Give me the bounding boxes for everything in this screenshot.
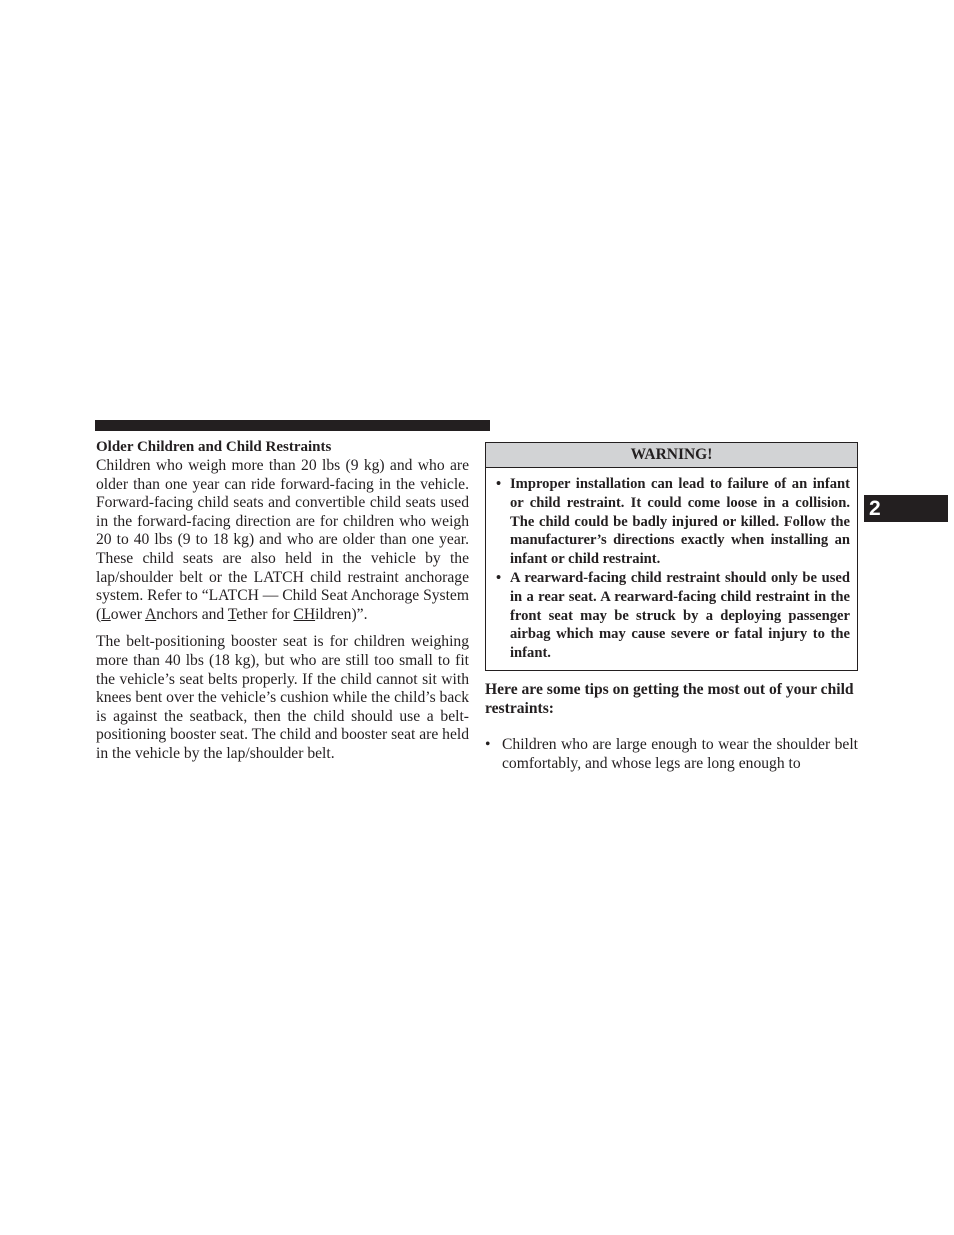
para1-tether: ether for xyxy=(236,605,294,623)
underlined-a: A xyxy=(144,605,157,623)
warning-item-text: A rearward-facing child restraint should only be used in a rear seat. A rearward-facing child restraint in the front seat may be struck by a deploying passenger airbag which may cause severe or fatal injury to the infant. xyxy=(510,569,850,662)
bullet-icon: • xyxy=(485,735,491,753)
chapter-number: 2 xyxy=(869,497,881,520)
para1-lower: ower xyxy=(110,605,145,623)
warning-item xyxy=(493,569,850,663)
chapter-tab xyxy=(864,495,948,522)
para1-end: ildren)”. xyxy=(315,605,368,623)
para1-anchors: nchors and xyxy=(156,605,228,623)
section-rule xyxy=(95,420,490,431)
underlined-l: L xyxy=(101,605,111,623)
section-heading: Older Children and Child Restraints xyxy=(96,439,332,455)
warning-item xyxy=(493,475,850,569)
underlined-ch: CH xyxy=(293,605,316,623)
tips-heading: Here are some tips on getting the most out of your child restraints: xyxy=(485,680,854,717)
warning-title: WARNING! xyxy=(486,443,857,468)
warning-box xyxy=(485,442,858,671)
tips-list xyxy=(485,736,858,773)
warning-item-text: Improper installation can lead to failure of an infant or child restraint. It could come loose in a collision. The child could be badly injured or killed. Follow the manufacturer’s directions exactly when installing an infant or child restraint. xyxy=(510,476,850,568)
bullet-icon: • xyxy=(496,476,502,492)
bullet-icon: • xyxy=(496,569,502,586)
tip-item-text: Children who are large enough to wear the shoulder belt comfortably, and whose legs are long enough to xyxy=(502,735,858,772)
body-paragraph-2: The belt-positioning booster seat is for children weighing more than 40 lbs (18 kg), but who are still too small to fit the vehicle’s seat belts properly. If the child cannot sit with knees bent over the vehicle’s cushion while the child’s back is against the seatback, then the child should use a belt-positioning booster seat. The child and booster seat are held in the vehicle by the lap/shoulder belt. xyxy=(96,633,470,762)
underlined-t: T xyxy=(227,605,237,623)
body-paragraph-1 xyxy=(96,457,469,624)
right-column xyxy=(485,442,858,773)
tip-item xyxy=(485,736,858,773)
left-column xyxy=(96,438,469,764)
para1-text: Children who weigh more than 20 lbs (9 kg) and who are older than one year can ride forward-facing in the vehicle. Forward-facing child seats and convertible child seats used in the forward-facing direction are for children who weigh 20 to 40 lbs (9 to 18 kg) and who are older than one year. These child seats are also held in the vehicle by the lap/shoulder belt or the LATCH child restraint anchorage system. Refer to “LATCH — Child Seat Anchorage System ( xyxy=(96,457,469,623)
warning-list xyxy=(486,468,857,670)
